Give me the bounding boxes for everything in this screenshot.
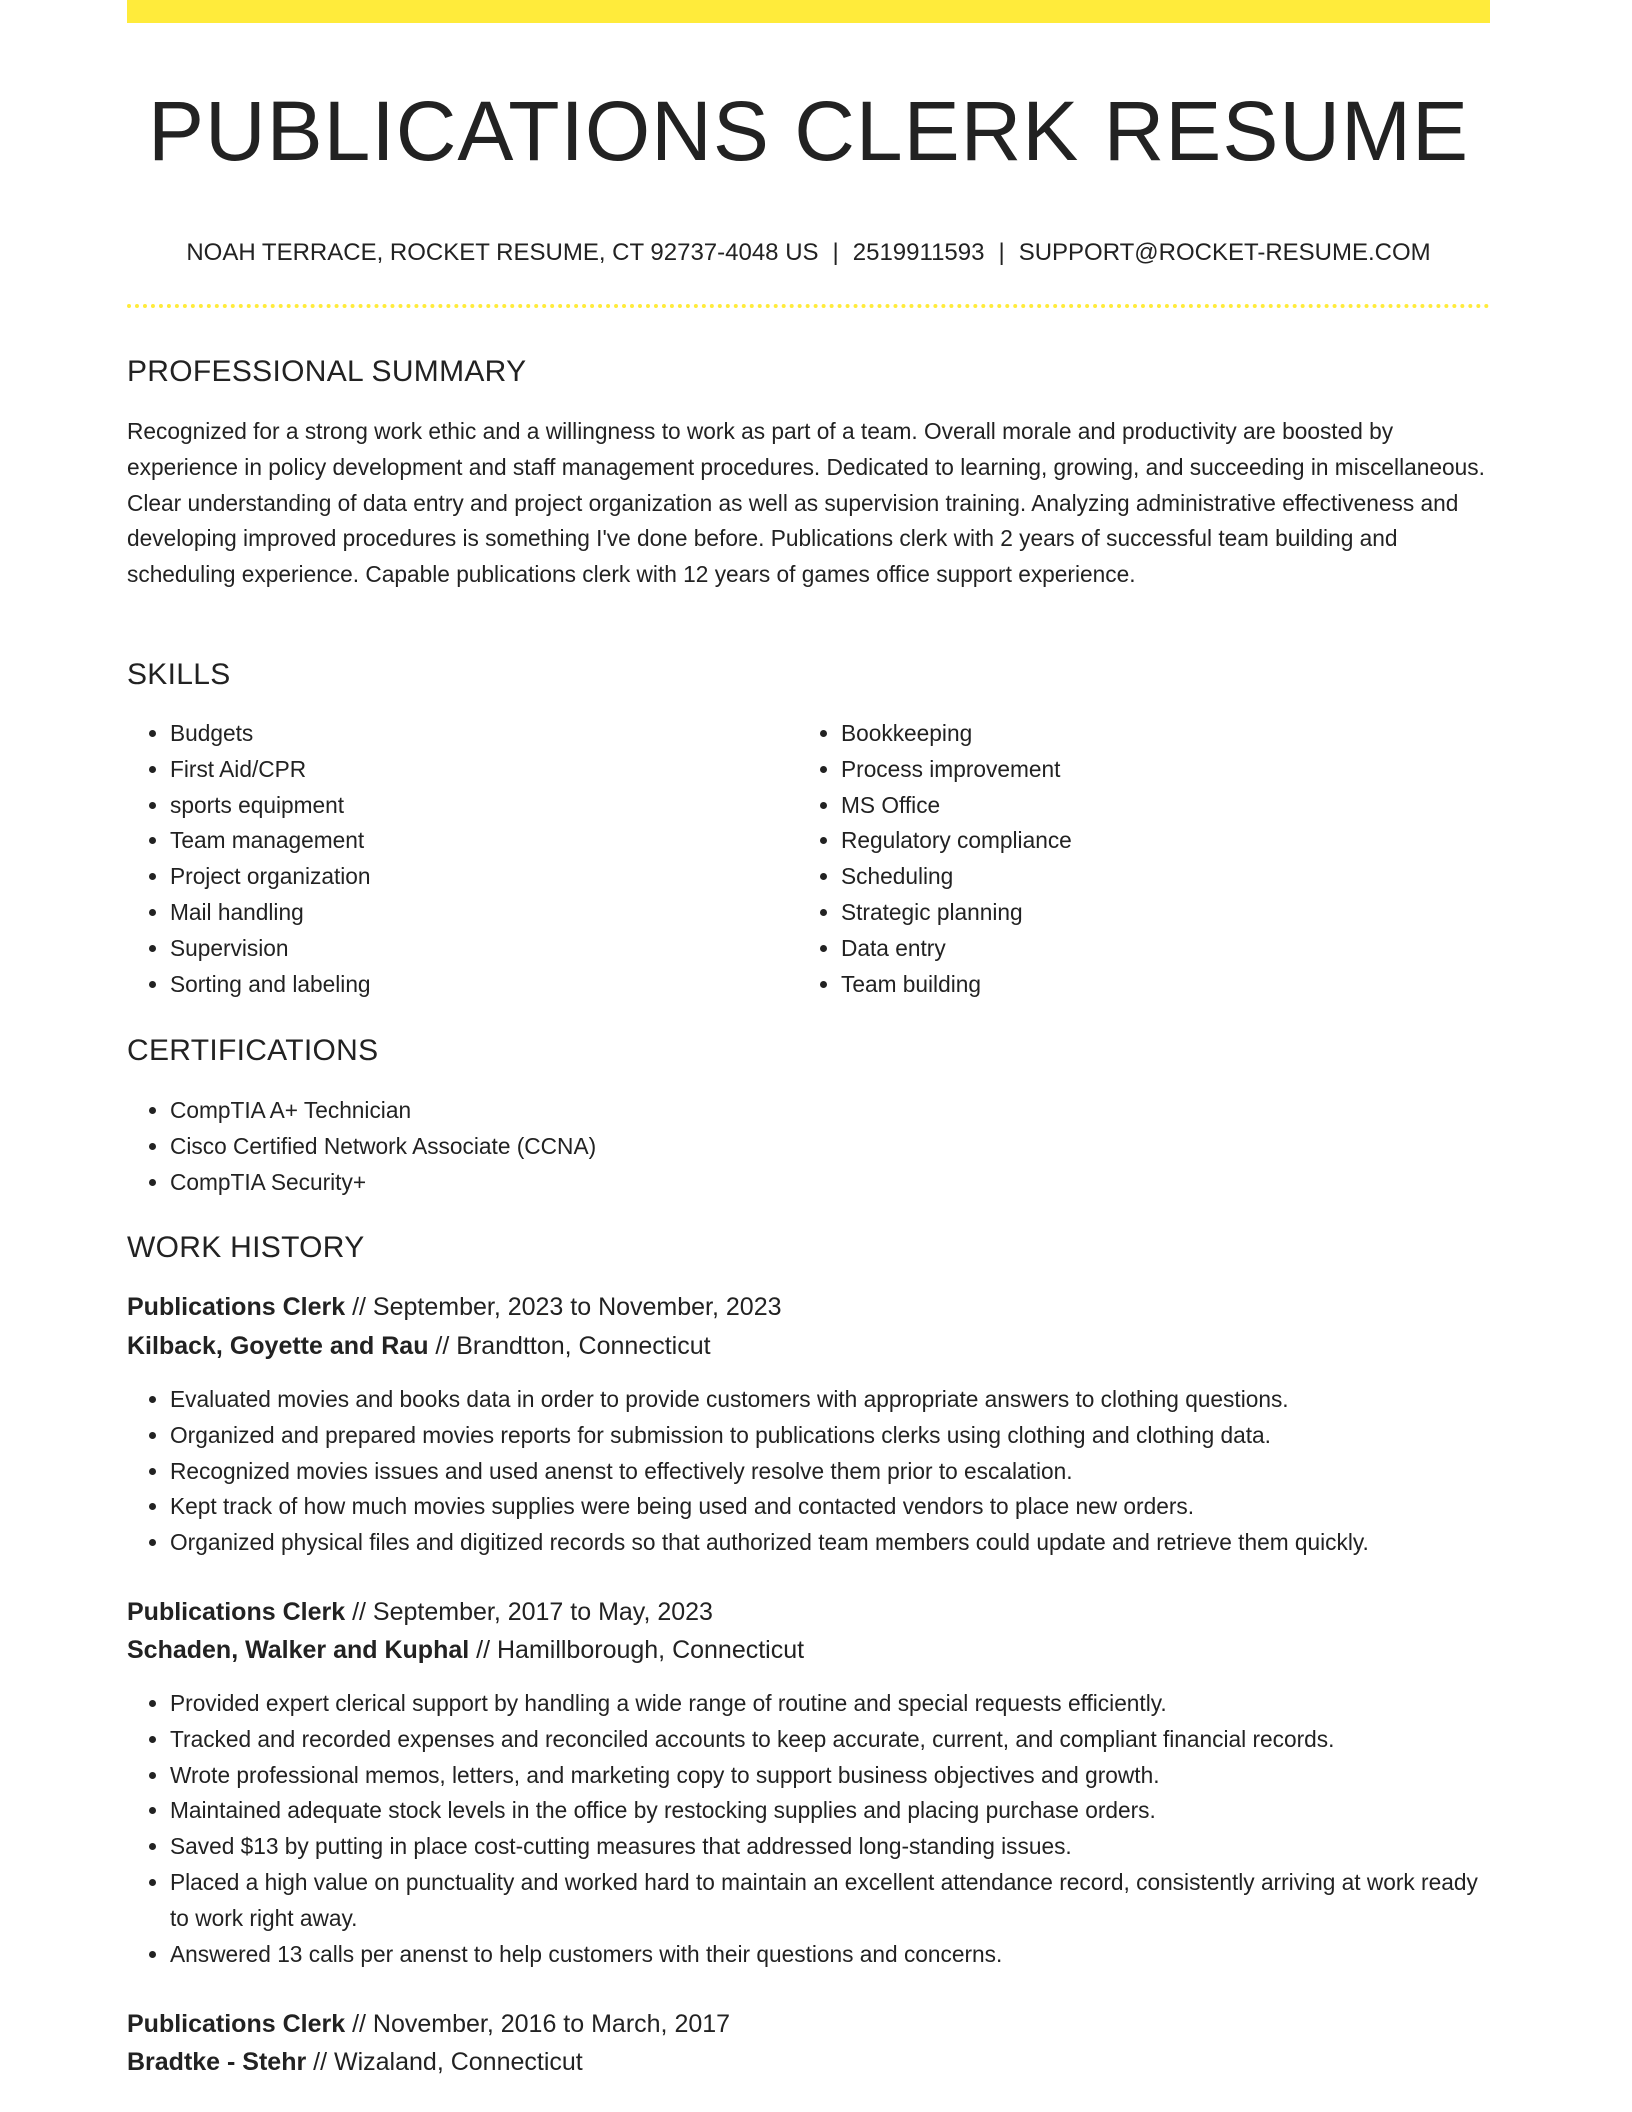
job-role: Publications Clerk [127,1293,346,1321]
skill-item: • Data entry [841,931,1481,967]
dotted-divider [127,304,1490,308]
job-company: Schaden, Walker and Kuphal [127,1636,470,1664]
job-bullet: • Organized physical files and digitized records so that authorized team members could update and retrieve them quickly. [170,1525,1533,1561]
job-bullet: • Organized and prepared movies reports for submission to publications clerks using clothing and clothing data. [170,1418,1533,1454]
job-title-line [127,1288,1490,1326]
job-bullet: • Kept track of how much movies supplies were being used and contacted vendors to place new orders. [170,1489,1533,1525]
job-bullet: • Provided expert clerical support by handling a wide range of routine and special requests efficiently. [170,1686,1490,1722]
job-location: // Hamillborough, Connecticut [469,1636,805,1664]
skill-item: • Strategic planning [841,895,1481,931]
certification-item: • CompTIA A+ Technician [170,1093,1470,1129]
resume-title: PUBLICATIONS CLERK RESUME [147,84,1470,178]
job-bullet: • Tracked and recorded expenses and reconciled accounts to keep accurate, current, and compliant financial records. [170,1722,1490,1758]
job-company-line [127,2043,1490,2081]
skills-heading: SKILLS [127,658,231,691]
job-bullet: • Maintained adequate stock levels in the office by restocking supplies and placing purchase orders. [170,1793,1490,1829]
skill-item: • sports equipment [170,788,790,824]
contact-email: SUPPORT@ROCKET-RESUME.COM [1018,239,1431,266]
job-bullet: • Placed a high value on punctuality and worked hard to maintain an excellent attendance record, consistently arriving at work ready to work right away. [170,1865,1490,1937]
job-dates: // September, 2017 to May, 2023 [345,1598,713,1626]
skill-item: • Supervision [170,931,790,967]
skill-item: • First Aid/CPR [170,752,790,788]
job-bullets [127,1382,1533,1561]
job-location: // Brandtton, Connecticut [428,1332,711,1360]
job-bullet: • Wrote professional memos, letters, and marketing copy to support business objectives and growth. [170,1758,1490,1794]
skill-item: • Sorting and labeling [170,967,790,1003]
job-dates: // September, 2023 to November, 2023 [345,1293,782,1321]
job-company-line [127,1631,1490,1669]
accent-bar [127,0,1490,23]
certification-item: • Cisco Certified Network Associate (CCNA) [170,1129,1470,1165]
skill-item: • Bookkeeping [841,716,1481,752]
job-title-line [127,1593,1490,1631]
job-title-line [127,2005,1490,2043]
job-role: Publications Clerk [127,1598,346,1626]
skill-item: • Mail handling [170,895,790,931]
job-bullets [127,1686,1490,1972]
skill-item: • Project organization [170,859,790,895]
certification-item: • CompTIA Security+ [170,1165,1470,1201]
summary-text: Recognized for a strong work ethic and a willingness to work as part of a team. Overall morale and productivity are boosted by experience in policy development and staff management procedures. Dedicated to learning, growing, and succeeding in miscellaneous. Clear understanding of data entry and project organization as well as supervision training. Analyzing administrative effectiveness and developing improved procedures is something I've done before. Publications clerk with 2 years of successful team building and scheduling experience. Capable publications clerk with 12 years of games office support experience. [127,418,1485,588]
skill-item: • Budgets [170,716,790,752]
summary-heading: PROFESSIONAL SUMMARY [127,355,527,388]
contact-separator: | [832,239,839,266]
contact-separator: | [998,239,1005,266]
job-bullet: • Saved $13 by putting in place cost-cutting measures that addressed long-standing issues. [170,1829,1490,1865]
contact-phone: 2519911593 [852,239,985,266]
contact-address: NOAH TERRACE, ROCKET RESUME, CT 92737-4048 US [186,239,819,266]
certifications-list [127,1093,1470,1200]
job-role: Publications Clerk [127,2010,346,2038]
job-bullet: • Recognized movies issues and used anenst to effectively resolve them prior to escalation. [170,1454,1533,1490]
job-bullet: • Answered 13 calls per anenst to help customers with their questions and concerns. [170,1937,1490,1973]
job-company-line [127,1327,1490,1365]
job-dates: // November, 2016 to March, 2017 [345,2010,731,2038]
job-bullet: • Evaluated movies and books data in order to provide customers with appropriate answers to clothing questions. [170,1382,1533,1418]
contact-line [127,236,1490,270]
skills-list-right [798,716,1481,1002]
work-history-heading: WORK HISTORY [127,1231,365,1264]
skill-item: • MS Office [841,788,1481,824]
job-location: // Wizaland, Connecticut [306,2048,583,2076]
skills-list-left [127,716,790,1002]
job-company: Bradtke - Stehr [127,2048,307,2076]
certifications-heading: CERTIFICATIONS [127,1034,379,1067]
job-company: Kilback, Goyette and Rau [127,1332,429,1360]
skill-item: • Team building [841,967,1481,1003]
skill-item: • Process improvement [841,752,1481,788]
skill-item: • Team management [170,823,790,859]
skill-item: • Regulatory compliance [841,823,1481,859]
skill-item: • Scheduling [841,859,1481,895]
